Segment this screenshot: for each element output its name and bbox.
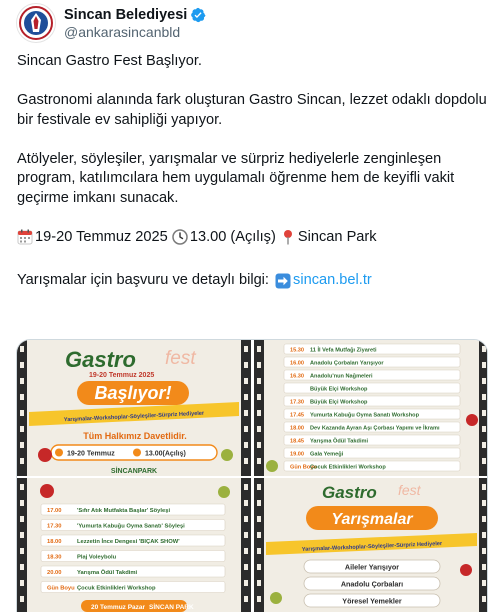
poster-schedule-day1[interactable] xyxy=(254,340,488,476)
schedule-time: Gün Boyu xyxy=(47,585,75,592)
date-line xyxy=(17,228,168,248)
poster-title: Yarışmalar xyxy=(331,511,413,528)
poster-logo-gastro: Gastro xyxy=(322,483,377,502)
competition-label: Anadolu Çorbaları xyxy=(340,579,404,589)
schedule-time: 17.00 xyxy=(47,508,62,514)
schedule-row xyxy=(41,551,225,562)
poster-logo-gastro: Gastro xyxy=(65,347,136,372)
arrow-right-icon xyxy=(275,273,291,289)
place-line xyxy=(280,228,377,248)
schedule-text: Büyük Elçi Workshop xyxy=(310,399,368,406)
tweet-line: Sincan Gastro Fest Başlıyor. xyxy=(17,53,202,69)
schedule-time: 19.00 xyxy=(290,451,304,458)
pin-icon xyxy=(280,229,296,245)
tweet-line: geçirme imkanı sunacak. xyxy=(17,189,179,206)
poster-invite: Tüm Halkımız Davetlidir. xyxy=(83,431,187,441)
poster-logo-fest: fest xyxy=(398,482,421,498)
poster-footer-date: 20 Temmuz Pazar xyxy=(91,604,146,611)
schedule-time: 18.45 xyxy=(290,438,304,445)
poster-date-box: 19-20 Temmuz xyxy=(67,450,115,458)
schedule-text: 'Sıfır Atık Mutfakta Başlar' Söyleşi xyxy=(77,508,171,514)
poster-ribbon: Yarışmalar-Workshoplar-Söyleşiler-Sürpriz Hediyeler xyxy=(301,541,443,553)
schedule-text: Büyük Elçi Workshop xyxy=(310,386,368,393)
time-line xyxy=(172,228,276,248)
tweet-text xyxy=(17,52,487,291)
calendar-icon xyxy=(17,229,33,245)
poster-opening[interactable] xyxy=(17,340,251,476)
schedule-time: 16.30 xyxy=(290,373,304,380)
schedule-text: Anadolu Çorbaları Yarışıyor xyxy=(310,360,384,367)
schedule-text: Anadolu'nun Nağmeleri xyxy=(310,373,373,380)
poster-schedule-day2[interactable] xyxy=(17,478,251,612)
tweet-line: bir festivale ev sahipliği yapıyor. xyxy=(17,111,223,128)
poster-title: Başlıyor! xyxy=(94,383,172,403)
schedule-text: 'Yumurta Kabuğu Oyma Sanatı' Söyleşi xyxy=(77,523,185,530)
tweet-line: Gastronomi alanında fark oluşturan Gastro Sincan, lezzet odaklı dopdolu xyxy=(17,92,487,108)
schedule-text: Plaj Voleybolu xyxy=(77,554,117,561)
schedule-time: 15.30 xyxy=(290,347,304,354)
schedule-time: 17.45 xyxy=(290,412,304,419)
apply-line xyxy=(17,271,372,291)
event-time: 13.00 (Açılış) xyxy=(189,228,276,245)
poster-ribbon: Yarışmalar-Workshoplar-Söyleşiler-Sürpriz Hediyeler xyxy=(63,410,205,424)
schedule-time: 18.00 xyxy=(290,425,304,432)
schedule-time: 18.00 xyxy=(47,539,62,545)
schedule-text: Dev Kazanda Ayran Aşı Çorbası Yapımı ve İkramı xyxy=(310,425,440,432)
clock-icon xyxy=(172,229,188,245)
schedule-text: Çocuk Etkinlikleri Workshop xyxy=(77,585,156,592)
schedule-time: 20.00 xyxy=(47,570,62,576)
tweet-line: program, katılımcılara hem uygulamalı öğrenme hem de keyifli vakit xyxy=(17,170,455,186)
poster-time-box: 13.00(Açılış) xyxy=(145,450,186,458)
tweet-line: Atölyeler, söyleşiler, yarışmalar ve sürpriz hediyelerle zenginleşen xyxy=(17,150,442,167)
competition-label: Yöresel Yemekler xyxy=(342,596,402,606)
schedule-time: 17.30 xyxy=(47,523,62,530)
schedule-text: Yumurta Kabuğu Oyma Sanatı Workshop xyxy=(310,412,419,419)
schedule-time: 18.30 xyxy=(47,554,62,561)
poster-venue: SİNCANPARK xyxy=(110,468,158,475)
competition-label: Aileler Yarışıyor xyxy=(344,562,400,572)
website-link[interactable]: sincan.bel.tr xyxy=(293,272,372,289)
poster-logo-fest: fest xyxy=(165,348,196,369)
schedule-text: 11 İl Vefa Mutfağı Ziyareti xyxy=(310,347,377,354)
poster-footer-venue: SİNCAN PARK xyxy=(149,604,194,611)
sincan-logo-icon xyxy=(19,6,53,40)
avatar[interactable] xyxy=(16,3,56,43)
handle[interactable]: @ankarasincanbld xyxy=(64,23,181,40)
schedule-time: Gün Boyu xyxy=(290,464,317,471)
schedule-text: Yarışma Ödül Takdimi xyxy=(310,438,369,445)
media-grid xyxy=(16,339,488,612)
schedule-text: Lezzetin İnce Dengesi 'BIÇAK SHOW' xyxy=(77,539,180,545)
schedule-text: Çocuk Etkinlikleri Workshop xyxy=(310,464,386,471)
display-name[interactable]: Sincan Belediyesi xyxy=(64,6,188,23)
event-place: Sincan Park xyxy=(297,228,377,245)
event-date: 19-20 Temmuz 2025 xyxy=(35,228,168,245)
poster-competitions[interactable] xyxy=(254,478,488,612)
apply-text: Yarışmalar için başvuru ve detaylı bilgi: xyxy=(17,272,274,289)
schedule-text: Gala Yemeği xyxy=(310,451,344,458)
tweet-header xyxy=(16,3,206,43)
verified-badge-icon xyxy=(190,7,206,23)
schedule-time: 17.30 xyxy=(290,399,304,406)
poster-dates: 19-20 Temmuz 2025 xyxy=(89,372,155,379)
schedule-text: Yarışma Ödül Takdimi xyxy=(77,570,138,576)
schedule-time: 16.00 xyxy=(290,360,304,367)
